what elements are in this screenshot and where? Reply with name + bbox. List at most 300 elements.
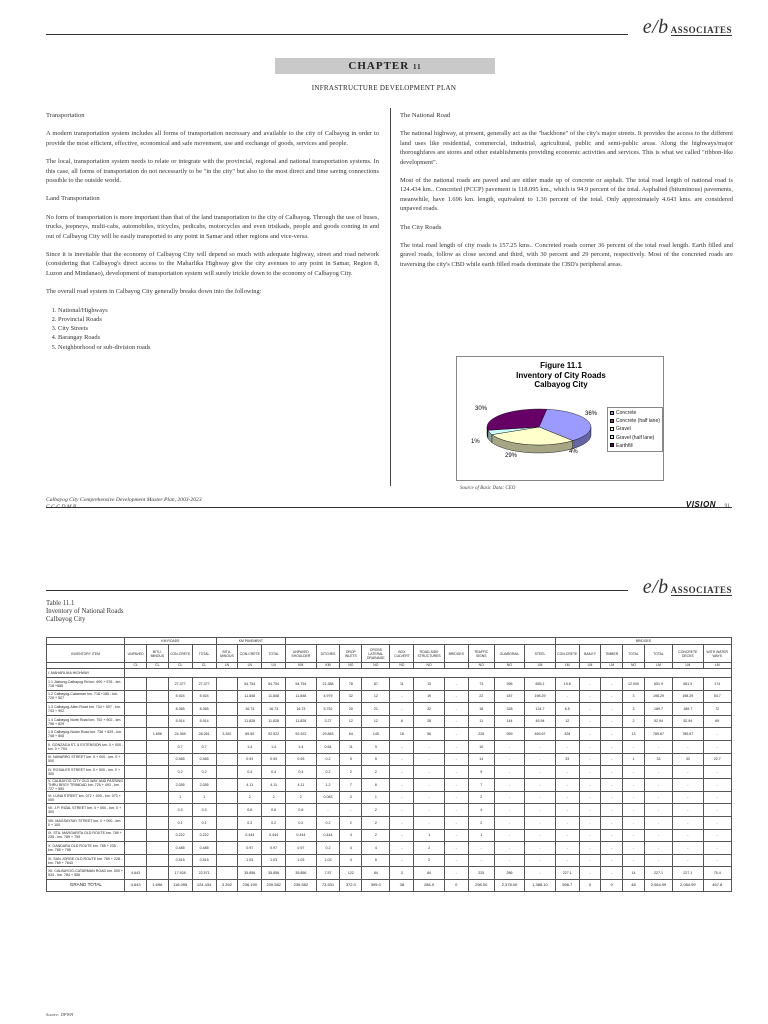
table-cell: - bbox=[703, 740, 731, 753]
table-cell: - bbox=[644, 829, 672, 842]
table-cell: - bbox=[494, 804, 524, 817]
table-cell: 33 bbox=[673, 753, 703, 766]
table-cell: 0.7 bbox=[192, 740, 216, 753]
table-cell: - bbox=[673, 804, 703, 817]
table-cell: 0.7 bbox=[168, 740, 192, 753]
table-cell: 2 bbox=[340, 816, 362, 829]
vision-logo: VISION bbox=[685, 500, 716, 509]
table-row bbox=[47, 740, 732, 753]
column-header: INVENTORY ITEM bbox=[47, 645, 125, 663]
table-cell: 198.29 bbox=[673, 690, 703, 703]
unit-header: CL bbox=[146, 663, 168, 669]
page-gap bbox=[0, 520, 768, 566]
list-item: 3. City Streets bbox=[58, 324, 379, 333]
table-cell: 227.1 bbox=[673, 867, 703, 880]
table-cell: - bbox=[673, 778, 703, 791]
table-cell: 1.03 bbox=[286, 854, 316, 867]
table-cell: - bbox=[525, 778, 556, 791]
table-cell bbox=[216, 715, 238, 728]
table-cell: - bbox=[444, 867, 468, 880]
table-cell: 2 bbox=[362, 829, 390, 842]
group-bridges: BRIDGES bbox=[555, 638, 731, 645]
table-cell: - bbox=[444, 804, 468, 817]
table-cell: 12 bbox=[555, 715, 579, 728]
table-cell: - bbox=[579, 804, 601, 817]
table-cell bbox=[216, 829, 238, 842]
total-cell: 38 bbox=[390, 879, 414, 891]
table-cell: - bbox=[579, 703, 601, 716]
table-cell bbox=[125, 740, 147, 753]
table-cell: - bbox=[623, 854, 645, 867]
table-cell: - bbox=[579, 778, 601, 791]
table-cell: 0.93 bbox=[286, 753, 316, 766]
column-header: BRIDGES bbox=[444, 645, 468, 663]
table-cell: 1 bbox=[414, 829, 444, 842]
table-cell: - bbox=[703, 854, 731, 867]
table-cell: - bbox=[444, 854, 468, 867]
table-row bbox=[47, 791, 732, 804]
table-cell: - bbox=[525, 804, 556, 817]
table-cell: 0.2 bbox=[316, 753, 340, 766]
legend-item: Concrete (half lane) bbox=[610, 417, 660, 425]
table-source: Source: DPWH bbox=[46, 1012, 74, 1017]
table-cell: 2 bbox=[340, 766, 362, 779]
table-cell: - bbox=[644, 791, 672, 804]
table-cell: - bbox=[644, 766, 672, 779]
total-cell: 467.8 bbox=[703, 879, 731, 891]
table-cell: - bbox=[579, 728, 601, 741]
paragraph: The overall road system in Calbayog City generally breaks down into the following: bbox=[46, 288, 262, 296]
table-cell: 4.11 bbox=[286, 778, 316, 791]
table-cell: 2 bbox=[468, 816, 494, 829]
table-cell bbox=[125, 816, 147, 829]
table-cell: 0.444 bbox=[316, 829, 340, 842]
table-cell: 0.4 bbox=[286, 766, 316, 779]
total-cell: 0 bbox=[579, 879, 601, 891]
row-item: XII. CALBAYOG-CATARMAN ROAD km. 000 + 534 - km. 784 + 556 bbox=[47, 867, 125, 880]
table-cell bbox=[146, 842, 168, 855]
table-cell: - bbox=[444, 778, 468, 791]
table-cell: - bbox=[555, 804, 579, 817]
grand-total-label: GRAND TOTAL bbox=[47, 879, 125, 891]
table-cell: - bbox=[525, 740, 556, 753]
table-cell bbox=[146, 678, 168, 691]
table-cell: 22.571 bbox=[192, 867, 216, 880]
table-cell: - bbox=[644, 804, 672, 817]
table-cell: - bbox=[673, 842, 703, 855]
total-cell: 236.190 bbox=[238, 879, 262, 891]
table-cell: 396 bbox=[494, 678, 524, 691]
table-cell: 2 bbox=[286, 791, 316, 804]
table-cell: 2 bbox=[623, 715, 645, 728]
table-cell: 54.754 bbox=[262, 678, 286, 691]
list-item: 5. Neighborhood or sub-division roads bbox=[58, 343, 379, 352]
table-cell bbox=[216, 854, 238, 867]
table-cell: 87 bbox=[362, 678, 390, 691]
pie-label-concrete: 36% bbox=[585, 411, 598, 417]
table-cell bbox=[146, 715, 168, 728]
total-cell: 395.0 bbox=[362, 879, 390, 891]
table-cell: 8.365 bbox=[192, 703, 216, 716]
table-cell: 5 bbox=[362, 753, 390, 766]
table-cell: 92.922 bbox=[262, 728, 286, 741]
row-item: 1.3 Calbayog-Allen Road km. 734 + 507 - km. 743 + 902 bbox=[47, 703, 125, 716]
table-cell bbox=[146, 867, 168, 880]
table-row bbox=[47, 753, 732, 766]
table-cell: - bbox=[494, 766, 524, 779]
table-total-row bbox=[47, 879, 732, 891]
table-cell: 32 bbox=[340, 690, 362, 703]
table-cell: 0.64 bbox=[316, 740, 340, 753]
table-cell bbox=[146, 854, 168, 867]
table-cell: - bbox=[555, 816, 579, 829]
table-cell: 54.754 bbox=[238, 678, 262, 691]
table-cell: 3.392 bbox=[216, 728, 238, 741]
table-cell: - bbox=[494, 791, 524, 804]
column-header: BITU-MINOUS bbox=[146, 645, 168, 663]
table-cell bbox=[216, 703, 238, 716]
table-cell: - bbox=[579, 816, 601, 829]
table-cell: - bbox=[644, 816, 672, 829]
column-header: STEEL bbox=[525, 645, 556, 663]
table-cell: 0.083 bbox=[316, 791, 340, 804]
table-cell: - bbox=[494, 854, 524, 867]
table-cell: 27.377 bbox=[192, 678, 216, 691]
table-cell bbox=[125, 829, 147, 842]
table-cell bbox=[125, 728, 147, 741]
pie-label-earthfill: 30% bbox=[475, 406, 488, 412]
table-cell bbox=[125, 678, 147, 691]
table-cell: 225 bbox=[468, 867, 494, 880]
table-cell: 174 bbox=[703, 678, 731, 691]
table-cell: - bbox=[579, 867, 601, 880]
unit-header: LN bbox=[216, 663, 238, 669]
legend-item: Gravel (half lane) bbox=[610, 434, 660, 442]
table-cell: - bbox=[623, 842, 645, 855]
figure-source: Source of Basic Data: CEO bbox=[460, 486, 516, 491]
table-cell: 13 bbox=[623, 728, 645, 741]
table-cell: 2 bbox=[468, 791, 494, 804]
table-cell: 3 bbox=[623, 690, 645, 703]
table-cell: 0.3 bbox=[168, 804, 192, 817]
total-cell: 1.696 bbox=[146, 879, 168, 891]
table-cell: - bbox=[703, 829, 731, 842]
table-row bbox=[47, 690, 732, 703]
table-cell: - bbox=[390, 740, 414, 753]
table-cell: 4 bbox=[468, 804, 494, 817]
chapter-banner: CHAPTER 11 bbox=[275, 58, 495, 74]
associates-logo: e/b ASSOCIATES bbox=[642, 576, 732, 598]
table-cell: 16.73 bbox=[286, 703, 316, 716]
table-cell: - bbox=[703, 778, 731, 791]
page-number: 91 bbox=[724, 503, 730, 509]
unit-header: LM bbox=[601, 663, 623, 669]
list-item: 1. National/Highways bbox=[58, 306, 379, 315]
row-item: 1.4 Calbayog North Road km. 752 + 902 - km. 758 + 829 bbox=[47, 715, 125, 728]
table-cell: - bbox=[525, 842, 556, 855]
unit-header: NO bbox=[390, 663, 414, 669]
table-cell: 56 bbox=[414, 728, 444, 741]
table-cell: 12 bbox=[362, 715, 390, 728]
table-cell: 33 bbox=[644, 753, 672, 766]
table-cell: - bbox=[525, 867, 556, 880]
table-cell: - bbox=[494, 829, 524, 842]
row-item: VIII. MAGSAYSAY STREET km. 0 + 000 - km. 0 + 100 bbox=[47, 816, 125, 829]
table-cell: - bbox=[673, 791, 703, 804]
table-cell: - bbox=[673, 740, 703, 753]
table-cell: - bbox=[444, 703, 468, 716]
table-row bbox=[47, 715, 732, 728]
table-cell bbox=[125, 690, 147, 703]
table-cell: - bbox=[623, 740, 645, 753]
table-cell: 2 bbox=[362, 816, 390, 829]
table-cell: 64 bbox=[340, 728, 362, 741]
table-cell: 0.97 bbox=[286, 842, 316, 855]
table-cell: 11.848 bbox=[262, 690, 286, 703]
column-header: TRAFFIC SIGNS bbox=[468, 645, 494, 663]
table-cell: 2 bbox=[362, 804, 390, 817]
table-cell: 92.922 bbox=[286, 728, 316, 741]
table-cell: 1.4 bbox=[262, 740, 286, 753]
table-cell: - bbox=[316, 804, 340, 817]
table-cell: - bbox=[525, 766, 556, 779]
table-cell: - bbox=[390, 842, 414, 855]
table-cell bbox=[216, 678, 238, 691]
table-cell: 84 bbox=[414, 867, 444, 880]
row-item: X. GANDARA OLD ROUTE km. 785 + 235 - km. 785 + 785 bbox=[47, 842, 125, 855]
table-cell bbox=[146, 753, 168, 766]
heading-land-transportation: Land Transportation bbox=[46, 195, 100, 203]
table-cell: - bbox=[390, 791, 414, 804]
row-item: VII. J.P. RIZAL STREET km. 0 + 000 - km. 0 + 300 bbox=[47, 804, 125, 817]
table-cell: 1 bbox=[192, 791, 216, 804]
unit-header: LM bbox=[644, 663, 672, 669]
table-cell: 12.000 bbox=[623, 678, 645, 691]
row-item: IX. STA. MARGARITA OLD ROUTE km. 789 + 235 - km. 789 + 755 bbox=[47, 829, 125, 842]
table-cell: 11.828 bbox=[286, 715, 316, 728]
table-cell: 1.4 bbox=[238, 740, 262, 753]
table-cell: - bbox=[555, 791, 579, 804]
table-cell: 32 bbox=[414, 703, 444, 716]
table-row bbox=[47, 854, 732, 867]
plan-title: INFRASTRUCTURE DEVELOPMENT PLAN bbox=[311, 84, 457, 92]
table-cell: 2.055 bbox=[168, 778, 192, 791]
row-item: II. GONZAGA ST. & EXTENSION km. 0 + 000 - km. 0 + 794 bbox=[47, 740, 125, 753]
table-cell: - bbox=[555, 854, 579, 867]
row-item: 1.5 Calbayog-Nolan Road km. 738 + 829 - km. 748 + 808 bbox=[47, 728, 125, 741]
table-cell bbox=[216, 842, 238, 855]
table-cell: 73 bbox=[468, 678, 494, 691]
table-cell: 124.7 bbox=[525, 703, 556, 716]
total-cell: 298.00 bbox=[468, 879, 494, 891]
unit-header: KM bbox=[286, 663, 316, 669]
unit-header: NO bbox=[362, 663, 390, 669]
table-cell: - bbox=[444, 829, 468, 842]
table-cell: 5.914 bbox=[192, 715, 216, 728]
table-cell: 0.515 bbox=[192, 854, 216, 867]
table-cell: 7.57 bbox=[316, 867, 340, 880]
table-cell bbox=[125, 804, 147, 817]
column-header: CONCRETE DECKS bbox=[673, 645, 703, 663]
table-cell: 0.444 bbox=[286, 829, 316, 842]
table-cell bbox=[146, 740, 168, 753]
table-cell: - bbox=[601, 728, 623, 741]
table-cell: 198.29 bbox=[644, 690, 672, 703]
table-cell: 45.94 bbox=[525, 715, 556, 728]
table-cell: 11.848 bbox=[238, 690, 262, 703]
table-cell: - bbox=[494, 816, 524, 829]
table-cell: 6.5 bbox=[555, 703, 579, 716]
table-cell: - bbox=[703, 804, 731, 817]
row-item: 1.2 Calbayog-Catarman km. 718 +185 - km. 726 + 507 bbox=[47, 690, 125, 703]
table-cell: 5.924 bbox=[192, 690, 216, 703]
table-cell: - bbox=[555, 842, 579, 855]
table-cell bbox=[216, 816, 238, 829]
table-cell: 2 bbox=[238, 791, 262, 804]
table-cell: 3 bbox=[623, 703, 645, 716]
table-cell: - bbox=[414, 778, 444, 791]
total-cell: 48 bbox=[623, 879, 645, 891]
table-row bbox=[47, 766, 732, 779]
column-header: BOX CULVERT bbox=[390, 645, 414, 663]
table-cell: - bbox=[601, 816, 623, 829]
table-cell: - bbox=[525, 753, 556, 766]
legend-item: Concrete bbox=[610, 409, 660, 417]
table-cell: 198.29 bbox=[525, 690, 556, 703]
table-cell: 2.055 bbox=[192, 778, 216, 791]
table-cell: - bbox=[414, 766, 444, 779]
column-header: UNPAVED bbox=[125, 645, 147, 663]
table-cell: - bbox=[414, 740, 444, 753]
total-cell: 0 bbox=[601, 879, 623, 891]
table-cell: - bbox=[444, 678, 468, 691]
table-cell: 0.2 bbox=[168, 766, 192, 779]
table-cell: 3 bbox=[340, 791, 362, 804]
table-cell: 89.59 bbox=[238, 728, 262, 741]
group-km-roads: KM ROADS bbox=[125, 638, 216, 645]
table-cell bbox=[146, 766, 168, 779]
table-row bbox=[47, 829, 732, 842]
table-cell: 11 bbox=[340, 740, 362, 753]
table-cell: - bbox=[601, 829, 623, 842]
table-cell: 18 bbox=[468, 703, 494, 716]
unit-header: CL bbox=[125, 663, 147, 669]
table-cell: 189.7 bbox=[644, 703, 672, 716]
table-cell: - bbox=[414, 816, 444, 829]
table-cell bbox=[146, 829, 168, 842]
legend-item: Earthfill bbox=[610, 442, 660, 450]
table-cell: 0.2 bbox=[262, 816, 286, 829]
unit-header: LN bbox=[238, 663, 262, 669]
table-cell: 0.6 bbox=[286, 804, 316, 817]
table-cell bbox=[125, 766, 147, 779]
chart-legend bbox=[607, 407, 663, 452]
column-header: CON-CRETE bbox=[555, 645, 579, 663]
table-cell: 17.928 bbox=[168, 867, 192, 880]
table-cell: 5.924 bbox=[168, 690, 192, 703]
table-cell bbox=[125, 791, 147, 804]
column-header: TOTAL bbox=[623, 645, 645, 663]
table-cell: - bbox=[468, 842, 494, 855]
table-cell bbox=[146, 804, 168, 817]
table-cell bbox=[146, 690, 168, 703]
list-item: 2. Provincial Roads bbox=[58, 315, 379, 324]
table-cell: - bbox=[579, 829, 601, 842]
table-cell: - bbox=[494, 753, 524, 766]
legend-swatch bbox=[610, 419, 614, 423]
unit-header: NO bbox=[340, 663, 362, 669]
table-cell: 2 bbox=[414, 842, 444, 855]
table-cell: - bbox=[703, 842, 731, 855]
unit-header: NO bbox=[623, 663, 645, 669]
table-cell: 14 bbox=[623, 867, 645, 880]
heading-transportation: Transportation bbox=[46, 112, 85, 119]
table-cell: 144 bbox=[494, 715, 524, 728]
table-cell: 5.752 bbox=[316, 703, 340, 716]
table-cell: 1.03 bbox=[238, 854, 262, 867]
table-cell: 0.4 bbox=[262, 766, 286, 779]
table-cell: - bbox=[644, 842, 672, 855]
table-cell: 789.67 bbox=[673, 728, 703, 741]
table-cell: - bbox=[623, 778, 645, 791]
table-cell: 2 bbox=[414, 854, 444, 867]
table-cell: 0.465 bbox=[192, 753, 216, 766]
table-cell: 11 bbox=[468, 715, 494, 728]
table-cell: 8.365 bbox=[168, 703, 192, 716]
table-cell bbox=[216, 690, 238, 703]
unit-header: NO bbox=[414, 663, 444, 669]
table-cell: - bbox=[579, 842, 601, 855]
table-cell: 227.1 bbox=[555, 867, 579, 880]
table-cell bbox=[216, 740, 238, 753]
header-rule bbox=[46, 34, 628, 35]
table-cell: 0.3 bbox=[192, 804, 216, 817]
table-cell: 7 bbox=[340, 778, 362, 791]
table-cell: 11.828 bbox=[238, 715, 262, 728]
associates-logo: e/b ASSOCIATES bbox=[642, 16, 732, 38]
column-header: ROAD-SIDE STRUCTURES bbox=[414, 645, 444, 663]
row-item: III. NAVARRO STREET km. 0 + 000 - km. 0 + 500 bbox=[47, 753, 125, 766]
table-cell: - bbox=[601, 867, 623, 880]
total-cell: 239.582 bbox=[262, 879, 286, 891]
table-cell: 0.2 bbox=[192, 766, 216, 779]
table-cell: 226 bbox=[468, 728, 494, 741]
table-cell: 0.444 bbox=[262, 829, 286, 842]
table-cell: - bbox=[703, 791, 731, 804]
table-cell: - bbox=[673, 854, 703, 867]
table-cell bbox=[146, 703, 168, 716]
table-cell: 7 bbox=[468, 778, 494, 791]
table-cell: - bbox=[444, 753, 468, 766]
table-cell: 10 bbox=[468, 740, 494, 753]
paragraph: Most of the national roads are paved and are either made up of concrete or asphalt. The total road length of national road is 124.434 km.. Concreted (PCCP) pavement is 118.095 km., which is 94.9 percent of the total. Asphalted (bituminous) pavements, meanwhile, have 1.696 km. length, equivalent to 1.36 percent of the total. Only approximately 4.643 kms. are considered unpaved roads. bbox=[400, 177, 733, 213]
chart-title: Figure 11.1 Inventory of City Roads Calbayog City bbox=[516, 361, 606, 389]
table-cell: - bbox=[555, 690, 579, 703]
unit-header: KM bbox=[316, 663, 340, 669]
table-cell: 1.03 bbox=[262, 854, 286, 867]
legend-swatch bbox=[610, 427, 614, 431]
road-system-list bbox=[58, 306, 379, 352]
table-cell: 0.1 bbox=[192, 816, 216, 829]
table-cell: - bbox=[579, 791, 601, 804]
table-cell: 0.93 bbox=[238, 753, 262, 766]
unit-header: LM bbox=[703, 663, 731, 669]
table-cell: 6 bbox=[390, 715, 414, 728]
total-cell: 1,388.10 bbox=[525, 879, 556, 891]
table-cell: 122 bbox=[340, 867, 362, 880]
right-column bbox=[400, 111, 733, 278]
column-header: DITCHES bbox=[316, 645, 340, 663]
